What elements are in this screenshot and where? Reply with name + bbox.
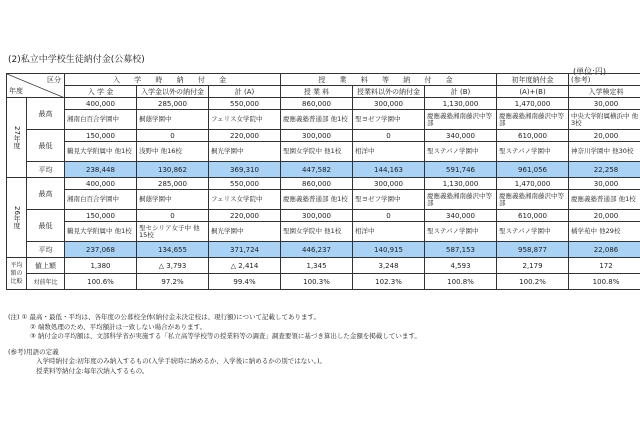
group-first-year: 初年度納付金 [497,74,569,86]
col-header: 授 業 料 [281,86,353,98]
cell-value: 550,000 [209,98,281,110]
cell-value: 300,000 [353,178,425,190]
cell-value: 30,000 [569,98,640,110]
group-tuition-fees: 授 業 料 等 納 付 金 [281,74,497,86]
school-name: 聖園女学院中 他1校 [281,222,353,242]
school-name: 慶應義塾普通部 他1校 [281,110,353,130]
cell-value: 130,862 [137,162,209,178]
school-name: 聖ステパノ学園中 [425,142,497,162]
school-name: 湘南白百合学園中 [65,110,137,130]
reference-item: 授業料等納付金:毎年次納入するもの。 [36,366,149,375]
cell-value: △ 2,414 [209,258,281,274]
reference-item: 入学時納付金:初年度のみ納入するもの(入学手続時に納めるか、入学後に納めるかの別ではない。)。 [36,357,327,365]
cell-value: 102.3% [353,274,425,290]
table-row [7,190,640,210]
tuition-table [6,73,640,290]
cell-value: 150,000 [65,130,137,142]
cell-value: 400,000 [65,178,137,190]
school-name: 慶應義塾湘南藤沢中等部 [425,190,497,210]
cell-value: 550,000 [209,178,281,190]
group-entry-fees: 入 学 時 納 付 金 [65,74,281,86]
cell-value: 20,000 [569,130,640,142]
school-name: 聖セシリア女子中 他15校 [137,222,209,242]
cell-value: 100.2% [497,274,569,290]
cell-value: 238,448 [65,162,137,178]
school-name: 慶應義塾湘南藤沢中等部 [497,190,569,210]
cell-value: 1,345 [281,258,353,274]
year-label: 27年度 [7,98,27,178]
cell-value: 1,470,000 [497,98,569,110]
note-3: ③ 納付金の平均額は、文部科学省が実施する「私立高等学校等の授業料等の調査」調査要領に基づき算出した金額を掲載しています。 [30,332,421,340]
cell-value: 100.8% [425,274,497,290]
cell-value: 150,000 [65,210,137,222]
note-2: ② 端数処理のため、平均額計は一致しない場合があります。 [30,322,207,331]
col-header: 入学検定料 [569,86,640,98]
school-name: フェリス女学院中 [209,190,281,210]
school-name: 桐光学園中 [209,142,281,162]
school-name: 相洋中 [353,222,425,242]
col-header: 授業料以外の納付金 [353,86,425,98]
cell-value: 860,000 [281,178,353,190]
cell-value: 1,130,000 [425,98,497,110]
table-row [7,98,640,110]
school-name: 慶應義塾湘南藤沢中等部 [425,110,497,130]
school-name: 中央大学附属横浜中 他3校 [569,110,640,130]
cell-value: 591,746 [425,162,497,178]
col-header: (A)+(B) [497,86,569,98]
kubun-label: 区分 [47,76,61,84]
cell-value: 0 [137,130,209,142]
cell-value: 340,000 [425,130,497,142]
cell-value: 961,056 [497,162,569,178]
school-name: 聖ステパノ学園中 [497,142,569,162]
cell-value: 300,000 [281,210,353,222]
row-label-min: 最低 [27,210,65,242]
table-row-average [7,242,640,258]
cell-value: 1,380 [65,258,137,274]
table-row [7,142,640,162]
school-name: 聖ヨゼフ学園中 [353,110,425,130]
cell-value: 1,470,000 [497,178,569,190]
school-name: 聖ヨゼフ学園中 [353,190,425,210]
cell-value: 30,000 [569,178,640,190]
cell-value: 237,068 [65,242,137,258]
cell-value: 0 [353,210,425,222]
cell-value: 610,000 [497,130,569,142]
school-name: 桐蔭学園中 [137,110,209,130]
school-name: 慶應義塾普通部 他1校 [281,190,353,210]
table-row [7,130,640,142]
cell-value: 22,086 [569,242,640,258]
cell-value: 446,237 [281,242,353,258]
cell-value: 1,130,000 [425,178,497,190]
cell-value: 100.6% [65,274,137,290]
table-row-ratio [7,274,640,290]
cell-value: 4,593 [425,258,497,274]
school-name: 神奈川学園中 他30校 [569,142,640,162]
cell-value: 140,915 [353,242,425,258]
cell-value: 958,877 [497,242,569,258]
school-name: 鶴見大学附属中 他1校 [65,222,137,242]
cell-value: 285,000 [137,98,209,110]
cell-value: 447,582 [281,162,353,178]
col-header: 入 学 金 [65,86,137,98]
reference-title: (参考)用語の定義 [8,347,59,356]
cell-value: 3,248 [353,258,425,274]
cell-value: 22,258 [569,162,640,178]
table-row [7,222,640,242]
unit-label: (単位:円) [573,67,606,76]
school-name: 桐蔭学園中 [137,190,209,210]
row-label-avg: 平均 [27,242,65,258]
school-name: 桐光学園中 [209,222,281,242]
group-reference: (参考) [569,74,640,86]
cell-value: 220,000 [209,210,281,222]
cell-value: 172 [569,258,640,274]
table-row-average [7,162,640,178]
row-label-min: 最低 [27,130,65,162]
school-name: 聖園女学院中 他1校 [281,142,353,162]
cell-value: 300,000 [353,98,425,110]
note-1: (注) ① 最高・最低・平均は、各年度の公募校全体(納付金未決定校は、現行額)について記載してあります。 [8,313,320,321]
cell-value: 134,655 [137,242,209,258]
row-label-max: 最高 [27,178,65,210]
notes-section [8,313,421,376]
cell-value: 100.3% [281,274,353,290]
cell-value: 300,000 [281,130,353,142]
ratio-label: 対前年比 [27,274,65,290]
school-name: 慶應義塾普通部 他1校 [569,190,640,210]
col-header: 入学金以外の納付金 [137,86,209,98]
cell-value: 587,153 [425,242,497,258]
school-name: 鶴見大学附属中 他1校 [65,142,137,162]
table-row [7,178,640,190]
school-name: 湘南白百合学園中 [65,190,137,210]
table-row [7,110,640,130]
cell-value: 371,724 [209,242,281,258]
page-title: (2)私立中学校生徒納付金(公募校) [8,55,145,65]
cell-value: 369,310 [209,162,281,178]
school-name: 相洋中 [353,142,425,162]
cell-value: 97.2% [137,274,209,290]
cell-value: 860,000 [281,98,353,110]
comparison-label: 平均額の比較 [7,258,27,290]
cell-value: 285,000 [137,178,209,190]
cell-value: 0 [353,130,425,142]
school-name: 浅野中 他16校 [137,142,209,162]
header-corner [7,74,65,98]
school-name: 聖ステパノ学園中 [497,222,569,242]
nendo-label: 年度 [9,87,23,95]
cell-value: 220,000 [209,130,281,142]
cell-value: 144,163 [353,162,425,178]
cell-value: 610,000 [497,210,569,222]
school-name: 聖ステパノ学園中 [425,222,497,242]
col-header: 計 (B) [425,86,497,98]
increase-label: 値上額 [27,258,65,274]
table-row [7,210,640,222]
school-name: フェリス女学院中 [209,110,281,130]
year-label: 26年度 [7,178,27,258]
school-name: 橘学苑中 他29校 [569,222,640,242]
table-row-increase [7,258,640,274]
cell-value: 400,000 [65,98,137,110]
school-name: 慶應義塾湘南藤沢中等部 [497,110,569,130]
cell-value: △ 3,793 [137,258,209,274]
cell-value: 340,000 [425,210,497,222]
row-label-avg: 平均 [27,162,65,178]
col-header: 計 (A) [209,86,281,98]
cell-value: 99.4% [209,274,281,290]
cell-value: 100.8% [569,274,640,290]
cell-value: 2,179 [497,258,569,274]
cell-value: 20,000 [569,210,640,222]
row-label-max: 最高 [27,98,65,130]
cell-value: 0 [137,210,209,222]
